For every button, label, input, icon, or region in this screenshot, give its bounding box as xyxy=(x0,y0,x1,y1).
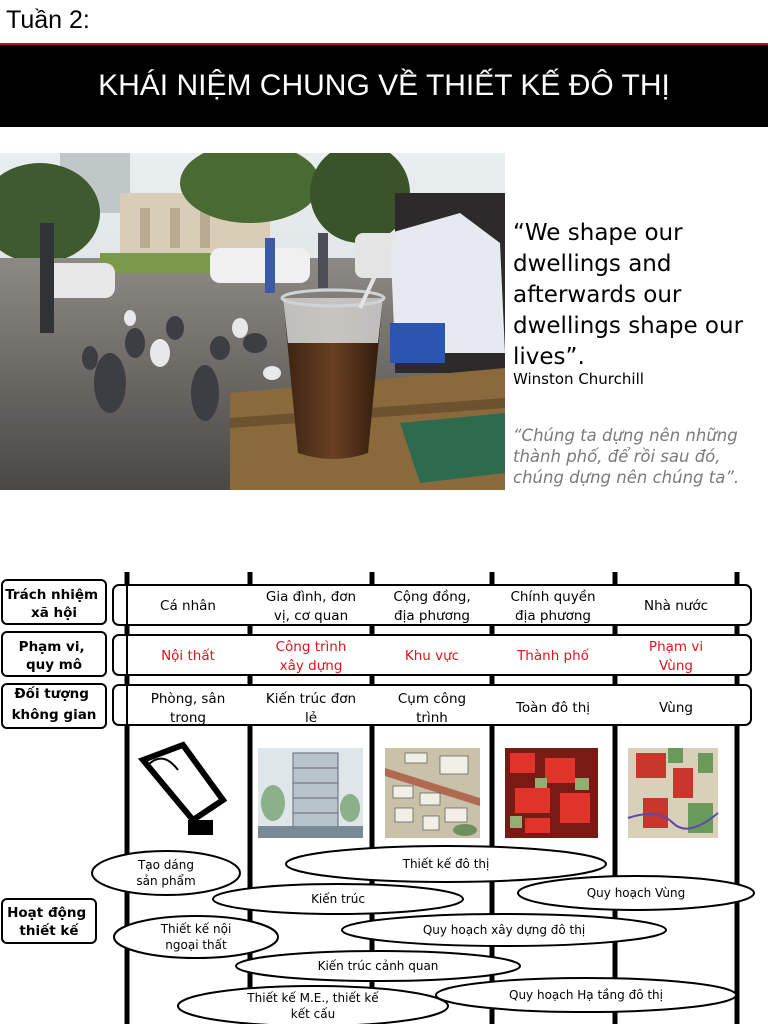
scope-cell-line: xây dựng xyxy=(279,658,343,674)
activity-label-line: Thiết kế nội xyxy=(160,922,232,936)
activity-label xyxy=(311,892,365,906)
responsibility-cell xyxy=(160,598,216,614)
cafe-photo xyxy=(0,153,505,490)
row-label-line: không gian xyxy=(11,707,97,723)
row-label-line: xã hội xyxy=(30,605,78,621)
activity-label-line: kết cấu xyxy=(290,1007,336,1021)
activity-label-line: Kiến trúc xyxy=(311,892,365,906)
scope-cell-line: Phạm vi xyxy=(648,639,704,655)
scope-cell-line: Công trình xyxy=(275,639,347,655)
activity-label-line: Quy hoạch Hạ tầng đô thị xyxy=(509,988,663,1002)
building-section-image xyxy=(258,748,363,838)
urban-design-diagram xyxy=(0,572,768,1024)
activity-label-line: Quy hoạch Vùng xyxy=(586,886,686,900)
scope-cell-line: Thành phố xyxy=(517,648,589,664)
scope-cell-line: Nội thất xyxy=(161,648,215,664)
scope-cell xyxy=(516,647,590,664)
activity-label-line: Quy hoạch xây dựng đô thị xyxy=(422,923,586,937)
activity-label xyxy=(587,886,686,900)
activity-label-line: sản phẩm xyxy=(136,874,196,888)
activity-label-line: Thiết kế đô thị xyxy=(402,857,490,871)
quote-author: Winston Churchill xyxy=(513,370,644,388)
space-cell xyxy=(659,700,693,716)
scope-cell-line: Khu vực xyxy=(404,648,460,664)
responsibility-cell xyxy=(644,598,708,614)
scope-cell xyxy=(161,648,215,664)
row-label-line: Phạm vi, xyxy=(18,639,85,655)
activity-label xyxy=(318,959,439,973)
space-cell-line: Kiến trúc đơn xyxy=(265,691,357,707)
responsibility-cell-line: Gia đình, đơn xyxy=(265,589,357,605)
interior-plan-image xyxy=(138,740,228,840)
vietnamese-quote: “Chúng ta dựng nên những thành phố, để rồi sau đó, chúng dựng nên chúng ta”. xyxy=(513,426,740,487)
responsibility-cell-line: địa phương xyxy=(515,608,591,624)
title-banner xyxy=(0,45,768,127)
row-label-line: Hoạt động xyxy=(7,905,87,921)
space-cell xyxy=(515,700,590,716)
regional-map-image xyxy=(628,748,718,838)
responsibility-cell-line: địa phương xyxy=(394,608,470,624)
activity-label xyxy=(423,923,585,937)
city-map-image xyxy=(505,748,598,838)
activity-label-line: Kiến trúc cảnh quan xyxy=(317,959,439,973)
space-cell-line: trình xyxy=(416,710,448,726)
space-cell-line: Toàn đô thị xyxy=(515,700,591,716)
responsibility-cell-line: Cá nhân xyxy=(160,598,216,614)
row-label-line: Đối tượng xyxy=(14,686,89,702)
space-cell-line: Cụm công xyxy=(397,691,467,707)
activity-label xyxy=(402,857,490,871)
row-label-line: Trách nhiệm xyxy=(5,587,99,603)
page-title: KHÁI NIỆM CHUNG VỀ THIẾT KẾ ĐÔ THỊ xyxy=(98,69,670,102)
responsibility-cell-line: Chính quyền xyxy=(510,589,596,605)
responsibility-cell-line: Nhà nước xyxy=(643,598,709,614)
space-cell-line: trong xyxy=(170,710,206,726)
space-cell-line: lẻ xyxy=(304,710,318,726)
space-cell-line: Vùng xyxy=(658,700,694,716)
responsibility-cell-line: Cộng đồng, xyxy=(393,589,471,605)
building-cluster-image xyxy=(385,748,480,838)
activity-label-line: Tạo dáng xyxy=(137,858,195,872)
row-label-line: thiết kế xyxy=(19,923,79,939)
scope-cell-line: Vùng xyxy=(658,658,694,674)
activity-label-line: Thiết kế M.E., thiết kế xyxy=(247,991,379,1005)
week-label: Tuần 2: xyxy=(6,6,90,34)
activity-label xyxy=(509,988,663,1002)
space-cell-line: Phòng, sân xyxy=(150,691,226,707)
responsibility-cell-line: vị, cơ quan xyxy=(273,608,349,624)
english-quote: “We shape our dwellings and afterwards our dwellings shape our lives”. xyxy=(513,220,744,370)
scope-cell xyxy=(405,648,459,664)
activity-label-line: ngoại thất xyxy=(165,938,227,952)
row-label-line: quy mô xyxy=(25,657,83,673)
